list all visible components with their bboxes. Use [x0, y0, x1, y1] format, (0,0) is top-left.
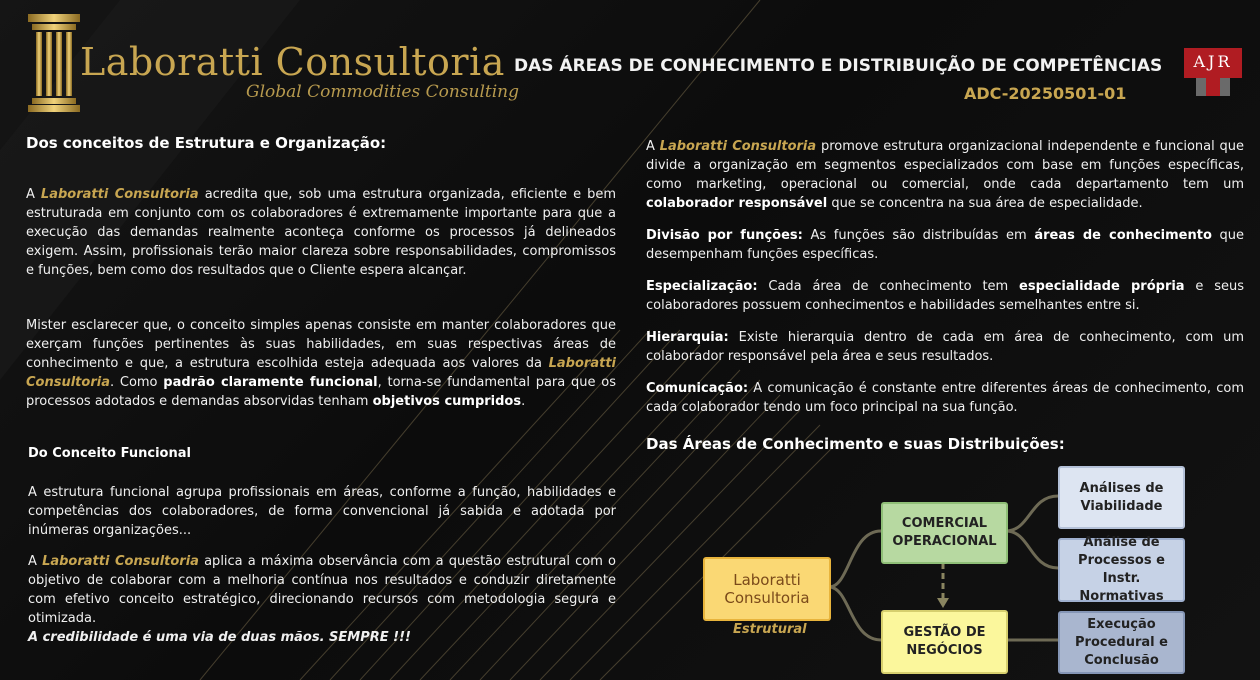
right-intro: A Laboratti Consultoria promove estrutura organizacional independente e funcional que divide a organização em segmentos especializados com base em funções específicas, como marketing, operacional ou comercial, onde cada departamento tem um colaborador responsável que se concentra na sua área de especialidade.: [646, 139, 1244, 211]
left-paragraph-2-bold-1: padrão claramente funcional: [163, 375, 378, 390]
definition-text: Existe hierarquia dentro de cada em área de conhecimento, com um colaborador responsável pela área e seus resultados.: [646, 330, 1244, 364]
left-paragraph-2-a: Mister esclarecer que, o conceito simples apenas consiste em manter colaboradores que exerçam funções pertinentes às suas habilidades, em suas respectivas áreas de conhecimento e que, a estrutura escolhida esteja adequada aos valores da: [26, 318, 616, 371]
document-code: ADC-20250501-01: [964, 84, 1127, 103]
brand-name: Laboratti Consultoria: [80, 40, 505, 84]
left-paragraph-2-d: .: [521, 394, 526, 409]
diagram-root-box: Laboratti Consultoria: [703, 557, 831, 621]
left-paragraph-2-c: , torna-se fundamental para que os processos adotados e demandas absorvidas tenham: [26, 375, 616, 409]
definition-text: Cada área de conhecimento tem: [757, 279, 1020, 294]
diagram-comercial-box: COMERCIAL OPERACIONAL: [881, 502, 1008, 564]
definition-text: A comunicação é constante entre diferentes áreas de conhecimento, com cada colaborador tendo um foco principal na sua função.: [646, 381, 1244, 415]
definition-text: As funções são distribuídas em: [802, 228, 1035, 243]
definition-label: Especialização:: [646, 279, 758, 294]
left-paragraph-4-text: aplica a máxima observância com a questão estrutural com o objetivo de colaborar com a melhoria contínua nos resultados e conduzir diretamente com efetivo conceito estratégico, direcionando recursos com metodologia segura e otimizada.: [28, 554, 616, 626]
brand-mention: Laboratti Consultoria: [42, 554, 199, 569]
definition-text: e seus colaboradores possuem conhecimentos e habilidades semelhantes entre si.: [646, 279, 1245, 313]
definition-bold: áreas de conhecimento: [1034, 228, 1212, 243]
document-title: DAS ÁREAS DE CONHECIMENTO E DISTRIBUIÇÃO DE COMPETÊNCIAS: [514, 56, 1163, 76]
brand-mention: Laboratti Consultoria: [40, 187, 199, 202]
definition-label: Comunicação:: [646, 381, 749, 396]
definition-text: que desempenham funções específicas.: [646, 228, 1245, 262]
left-paragraph-1: A Laboratti Consultoria acredita que, sob uma estrutura organizada, eficiente e bem estruturada em conjunto com os colaboradores é extremamente importante para que a execução das demandas realmente aconteça conforme os processos já delineados exigem. Assim, profissionais terão maior clareza sobre responsabilidades, compromissos e funções, bem como dos resultados que o Cliente espera alcançar.: [26, 187, 617, 278]
left-paragraph-3: A estrutura funcional agrupa profissionais em áreas, conforme a função, habilidades e competências dos colaboradores, de forma convencional já sabida e adotada por inúmeras organizações...: [28, 485, 616, 538]
left-paragraph-4: A Laboratti Consultoria aplica a máxima observância com a questão estrutural com o objetivo de colaborar com a melhoria contínua nos resultados e conduzir diretamente com efetivo conceito estratégico, direcionando recursos com metodologia segura e otimizada.: [28, 554, 616, 626]
closing-statement: A credibilidade é uma via de duas mãos. SEMPRE !!!: [28, 630, 411, 645]
brand-mention: Laboratti Consultoria: [26, 356, 616, 390]
left-paragraph-2-b: . Como: [109, 375, 164, 390]
right-intro-b: que se concentra na sua área de especialidade.: [827, 196, 1143, 211]
definition-label: Divisão por funções:: [646, 228, 803, 243]
diagram-root-caption: Estrutural: [733, 622, 807, 637]
left-heading: Dos conceitos de Estrutura e Organização:: [26, 134, 387, 152]
ajr-logo-text: AJR: [1193, 52, 1233, 71]
definition-bold: especialidade própria: [1019, 279, 1185, 294]
diagram-heading: Das Áreas de Conhecimento e suas Distribuições:: [646, 435, 1065, 453]
right-intro-bold: colaborador responsável: [646, 196, 828, 211]
diagram-analises-box: Análises de Viabilidade: [1058, 466, 1185, 529]
left-paragraph-2-bold-2: objetivos cumpridos: [372, 394, 522, 409]
brand-mention: Laboratti Consultoria: [659, 139, 817, 154]
diagram-processos-box: Análise de Processos e Instr. Normativas: [1058, 538, 1185, 602]
diagram-gestao-box: GESTÃO DE NEGÓCIOS: [881, 610, 1008, 674]
diagram-execucao-box: Execução Procedural e Conclusão: [1058, 611, 1185, 674]
left-subheading: Do Conceito Funcional: [28, 446, 191, 461]
right-intro-a: promove estrutura organizacional independente e funcional que divide a organização em segmentos especializados com base em funções específicas, como marketing, operacional ou comercial, onde cada departamento tem um: [646, 139, 1244, 192]
definition-label: Hierarquia:: [646, 330, 729, 345]
brand-tagline: Global Commodities Consulting: [246, 82, 520, 102]
left-paragraph-1-text: acredita que, sob uma estrutura organizada, eficiente e bem estruturada em conjunto com os colaboradores é extremamente importante para que a execução das demandas realmente aconteça conforme os processos já delineados exigem. Assim, profissionais terão maior clareza sobre responsabilidades, compromissos e funções, bem como dos resultados que o Cliente espera alcançar.: [26, 187, 617, 278]
